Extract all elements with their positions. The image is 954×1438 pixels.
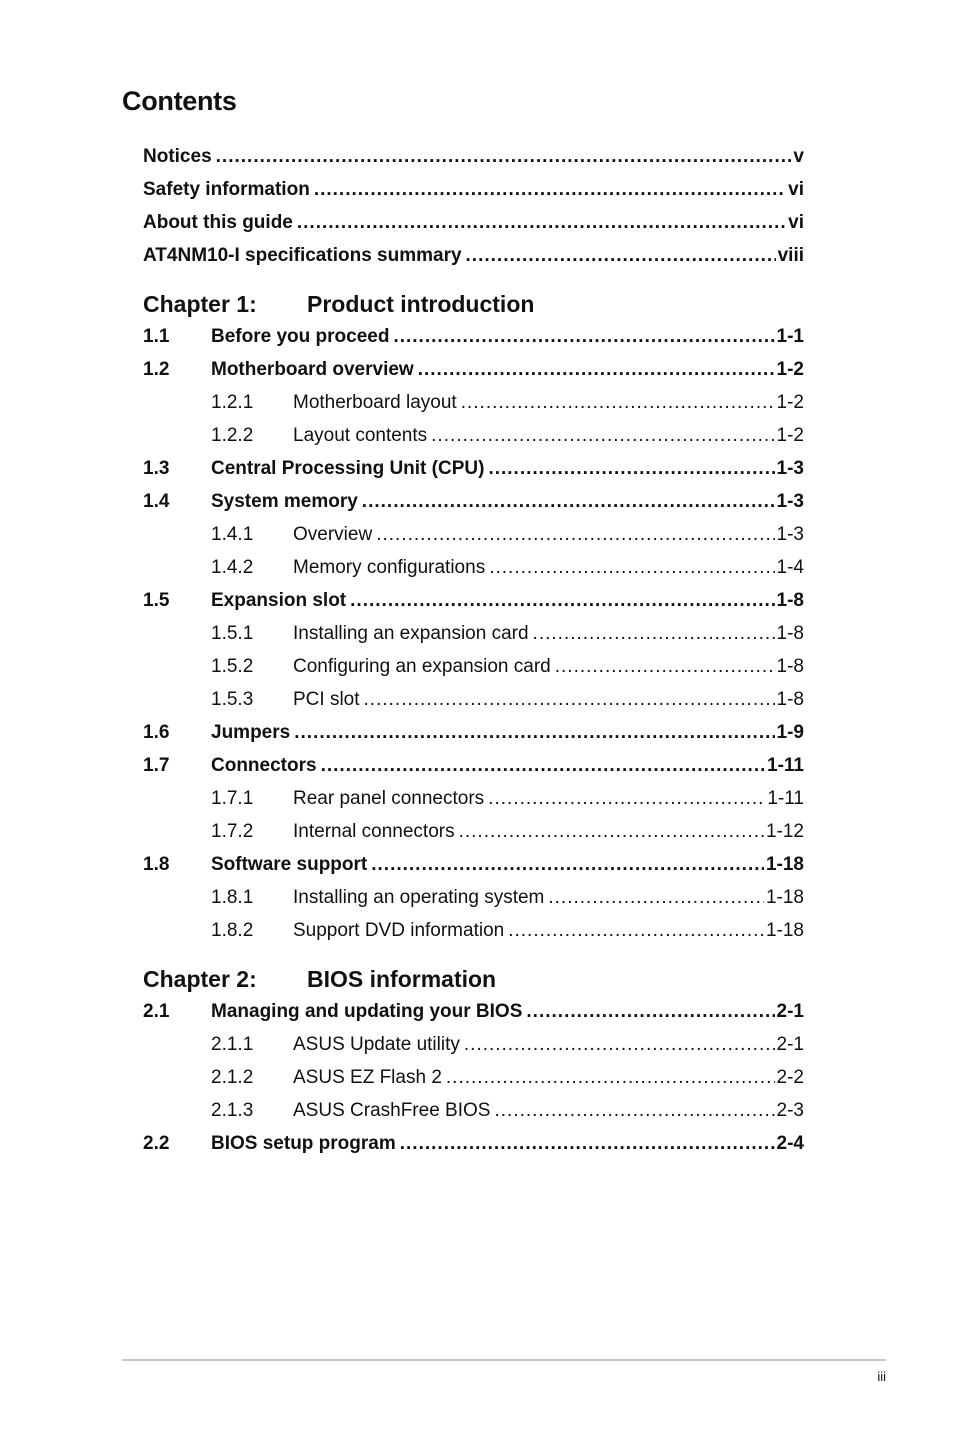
toc-entry-number: 1.8	[143, 854, 170, 875]
toc-entry-page: 1-8	[776, 590, 804, 611]
toc-entry-page: 1-1	[776, 326, 804, 347]
toc-entry-page: 1-3	[776, 458, 804, 479]
dot-leader	[555, 650, 775, 683]
toc-subsection-entry[interactable]	[143, 1061, 804, 1094]
toc-entry-title: Expansion slot	[211, 590, 347, 611]
toc-entry-page: vi	[788, 212, 804, 233]
toc-entry-page: 1-18	[765, 887, 804, 908]
toc-section-entry[interactable]	[143, 995, 804, 1028]
toc-entry-title: ASUS EZ Flash 2	[293, 1067, 442, 1088]
toc-entry-title: Layout contents	[293, 425, 428, 446]
toc-entry-number: 2.1.3	[211, 1100, 254, 1121]
dot-leader	[446, 1061, 775, 1094]
chapter-heading[interactable]	[143, 288, 804, 320]
toc-entry-page: 1-3	[776, 491, 804, 512]
dot-leader	[533, 617, 775, 650]
toc-subsection-entry[interactable]	[143, 551, 804, 584]
dot-leader	[466, 239, 776, 272]
toc-entry-number: 1.4	[143, 491, 170, 512]
toc-entry-number: 2.1.1	[211, 1034, 254, 1055]
toc-entry-title: Jumpers	[211, 722, 291, 743]
chapter-title: BIOS information	[307, 966, 497, 992]
toc-section-entry[interactable]	[143, 452, 804, 485]
toc-subsection-entry[interactable]	[143, 650, 804, 683]
toc-subsection-entry[interactable]	[143, 782, 804, 815]
toc-entry-title: Motherboard overview	[211, 359, 414, 380]
toc-entry-page: 1-8	[776, 656, 804, 677]
toc-entry-title: Connectors	[211, 755, 317, 776]
toc-subsection-entry[interactable]	[143, 617, 804, 650]
toc-entry-page: 1-2	[776, 359, 804, 380]
dot-leader	[314, 173, 786, 206]
toc-entry-number: 1.5.3	[211, 689, 254, 710]
toc-entry-title: About this guide	[143, 212, 293, 233]
dot-leader	[488, 452, 774, 485]
dot-leader	[364, 683, 775, 716]
toc-section-entry[interactable]	[143, 353, 804, 386]
dot-leader	[297, 206, 786, 239]
toc-entry-title: System memory	[211, 491, 358, 512]
toc-entry-page: 1-2	[776, 425, 804, 446]
toc-entry-page: 1-11	[767, 755, 804, 776]
toc-section-entry[interactable]	[143, 320, 804, 353]
toc-subsection-entry[interactable]	[143, 386, 804, 419]
toc-section-entry[interactable]	[143, 485, 804, 518]
toc-entry-number: 1.3	[143, 458, 170, 479]
toc-entry-page: 1-4	[776, 557, 804, 578]
toc-entry-title: Installing an operating system	[293, 887, 545, 908]
toc-entry-page: 1-3	[776, 524, 804, 545]
dot-leader	[508, 914, 764, 947]
toc-entry-title: Rear panel connectors	[293, 788, 485, 809]
toc-subsection-entry[interactable]	[143, 881, 804, 914]
toc-entry-page: v	[793, 146, 804, 167]
dot-leader	[431, 419, 774, 452]
toc-entry-page: 1-8	[776, 689, 804, 710]
toc-entry-number: 1.5.2	[211, 656, 254, 677]
toc-entry-title: Notices	[143, 146, 212, 167]
toc-entry-number: 1.4.1	[211, 524, 254, 545]
toc-entry-page: 2-4	[776, 1133, 804, 1154]
toc-entry-number: 1.1	[143, 326, 170, 347]
toc-entry-page: 1-9	[776, 722, 804, 743]
toc-entry-title: BIOS setup program	[211, 1133, 396, 1154]
toc-entry-title: Before you proceed	[211, 326, 390, 347]
table-of-contents	[143, 140, 804, 1160]
dot-leader	[216, 140, 792, 173]
toc-entry-title: Software support	[211, 854, 368, 875]
chapter-title: Product introduction	[307, 291, 535, 317]
dot-leader	[371, 848, 764, 881]
toc-entry-number: 1.2.2	[211, 425, 254, 446]
dot-leader	[459, 815, 764, 848]
dot-leader	[418, 353, 775, 386]
toc-entry-title: ASUS Update utility	[293, 1034, 460, 1055]
toc-entry-number: 1.5	[143, 590, 170, 611]
toc-entry-title: Support DVD information	[293, 920, 505, 941]
dot-leader	[488, 782, 765, 815]
toc-entry-number: 1.6	[143, 722, 170, 743]
chapter-label: Chapter 2:	[143, 966, 257, 992]
toc-section-entry[interactable]	[143, 1127, 804, 1160]
dot-leader	[461, 386, 775, 419]
toc-entry[interactable]	[143, 140, 804, 173]
dot-leader	[294, 716, 774, 749]
dot-leader	[321, 749, 765, 782]
toc-entry-title: Installing an expansion card	[293, 623, 529, 644]
toc-entry-page: 1-12	[765, 821, 804, 842]
toc-subsection-entry[interactable]	[143, 815, 804, 848]
toc-entry-page: 2-3	[776, 1100, 804, 1121]
toc-entry-title: PCI slot	[293, 689, 360, 710]
toc-entry-number: 1.8.2	[211, 920, 254, 941]
chapter-heading[interactable]	[143, 963, 804, 995]
toc-entry-title: Safety information	[143, 179, 310, 200]
toc-entry-title: AT4NM10-I specifications summary	[143, 245, 462, 266]
toc-subsection-entry[interactable]	[143, 683, 804, 716]
toc-entry-number: 2.1	[143, 1001, 170, 1022]
toc-section-entry[interactable]	[143, 584, 804, 617]
dot-leader	[362, 485, 775, 518]
toc-entry-page: 1-11	[767, 788, 804, 809]
toc-entry-title: Memory configurations	[293, 557, 486, 578]
toc-entry-title: Internal connectors	[293, 821, 455, 842]
toc-entry-number: 1.8.1	[211, 887, 254, 908]
dot-leader	[464, 1028, 775, 1061]
toc-subsection-entry[interactable]	[143, 1094, 804, 1127]
dot-leader	[350, 584, 774, 617]
toc-entry-title: ASUS CrashFree BIOS	[293, 1100, 491, 1121]
toc-entry-page: vi	[788, 179, 804, 200]
toc-entry[interactable]	[143, 206, 804, 239]
toc-entry-page: 2-1	[776, 1001, 804, 1022]
toc-entry-number: 2.1.2	[211, 1067, 254, 1088]
toc-entry[interactable]	[143, 239, 804, 272]
toc-entry-number: 1.7	[143, 755, 170, 776]
toc-entry-page: 2-2	[776, 1067, 804, 1088]
dot-leader	[494, 1094, 774, 1127]
toc-entry[interactable]	[143, 173, 804, 206]
toc-entry-page: 1-2	[776, 392, 804, 413]
toc-entry-number: 1.4.2	[211, 557, 254, 578]
toc-entry-page: 2-1	[776, 1034, 804, 1055]
toc-entry-title: Motherboard layout	[293, 392, 457, 413]
toc-entry-number: 1.2	[143, 359, 170, 380]
toc-section-entry[interactable]	[143, 716, 804, 749]
toc-entry-number: 2.2	[143, 1133, 170, 1154]
toc-entry-title: Central Processing Unit (CPU)	[211, 458, 485, 479]
dot-leader	[548, 881, 764, 914]
toc-entry-title: Managing and updating your BIOS	[211, 1001, 523, 1022]
toc-entry-title: Overview	[293, 524, 373, 545]
footer-divider	[122, 1359, 886, 1361]
dot-leader	[489, 551, 774, 584]
toc-subsection-entry[interactable]	[143, 419, 804, 452]
toc-subsection-entry[interactable]	[143, 1028, 804, 1061]
toc-section-entry[interactable]	[143, 749, 804, 782]
toc-subsection-entry[interactable]	[143, 914, 804, 947]
toc-subsection-entry[interactable]	[143, 518, 804, 551]
dot-leader	[376, 518, 774, 551]
toc-entry-number: 1.7.1	[211, 788, 254, 809]
toc-entry-title: Configuring an expansion card	[293, 656, 551, 677]
toc-entry-number: 1.2.1	[211, 392, 254, 413]
toc-entry-page: viii	[777, 245, 804, 266]
dot-leader	[526, 995, 774, 1028]
chapter-label: Chapter 1:	[143, 291, 257, 317]
page-title: Contents	[122, 86, 237, 116]
toc-entry-page: 1-18	[765, 920, 804, 941]
toc-section-entry[interactable]	[143, 848, 804, 881]
page-number: iii	[877, 1369, 886, 1384]
toc-entry-number: 1.7.2	[211, 821, 254, 842]
toc-entry-number: 1.5.1	[211, 623, 254, 644]
dot-leader	[393, 320, 774, 353]
dot-leader	[400, 1127, 775, 1160]
toc-entry-page: 1-18	[765, 854, 804, 875]
toc-entry-page: 1-8	[776, 623, 804, 644]
